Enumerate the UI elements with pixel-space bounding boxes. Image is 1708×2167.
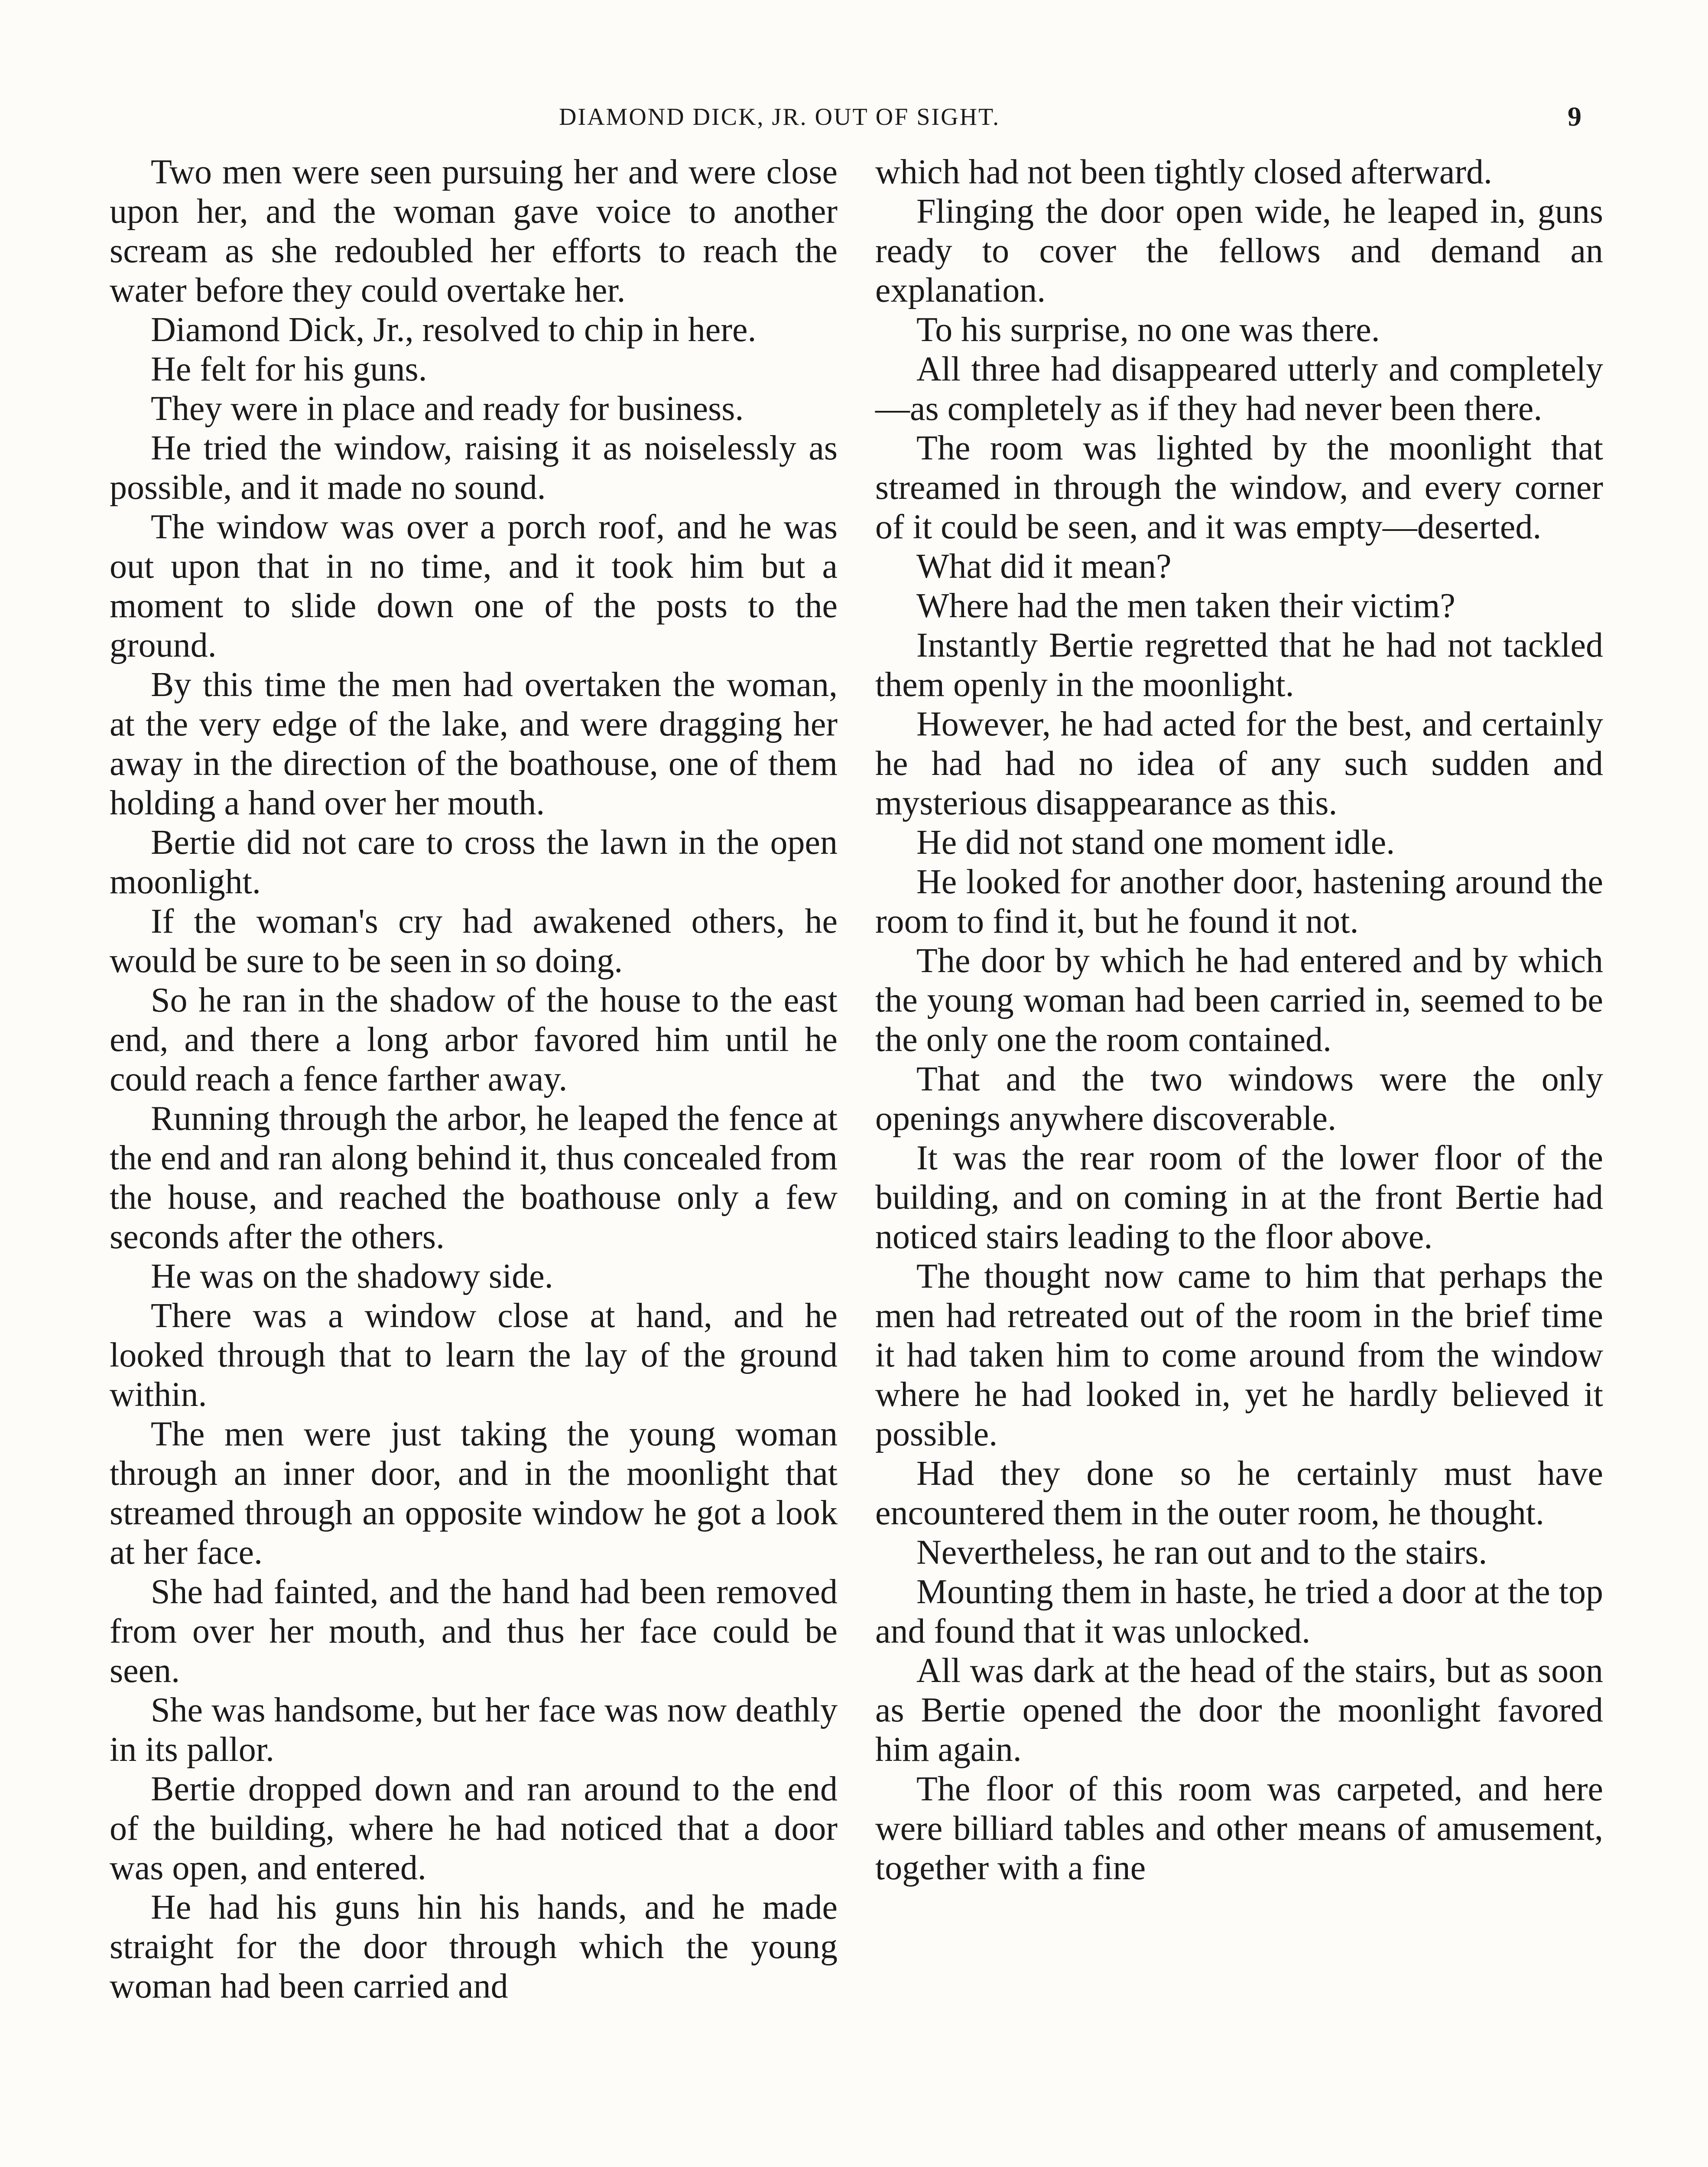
- paragraph: Running through the arbor, he leaped the fence at the end and ran along behind it, thus concealed from the house, and reached the boathouse only a few seconds after the others.: [110, 1100, 838, 1256]
- paragraph: The door by which he had entered and by which the young woman had been carried in, seemed to be the only one the room contained.: [875, 942, 1603, 1059]
- paragraph: Diamond Dick, Jr., resolved to chip in here.: [151, 311, 757, 349]
- paragraph: He was on the shadowy side.: [151, 1257, 553, 1295]
- paragraph: She was handsome, but her face was now deathly in its pallor.: [110, 1691, 838, 1769]
- paragraph: What did it mean?: [916, 547, 1172, 586]
- paragraph: If the woman's cry had awakened others, he would be sure to be seen in so doing.: [110, 902, 838, 980]
- paragraph: Had they done so he certainly must have encountered them in the outer room, he thought.: [875, 1454, 1603, 1532]
- running-header: DIAMOND DICK, JR. OUT OF SIGHT.: [559, 104, 1000, 130]
- paragraph: He had his guns hin his hands, and he made straight for the door through which the young woman had been carried and: [110, 1888, 838, 2005]
- paragraph: Two men were seen pursuing her and were close upon her, and the woman gave voice to another scream as she redoubled her efforts to reach the water before they could overtake her.: [110, 153, 838, 309]
- paragraph-continued: which had not been tightly closed afterward.: [875, 153, 1492, 191]
- paragraph: The floor of this room was carpeted, and here were billiard tables and other means of amusement, together with a fine: [875, 1770, 1603, 1887]
- left-column: [110, 153, 838, 2006]
- paragraph: He looked for another door, hastening around the room to find it, but he found it not.: [875, 863, 1603, 940]
- page-number: 9: [1568, 101, 1581, 132]
- paragraph: By this time the men had overtaken the woman, at the very edge of the lake, and were dragging her away in the direction of the boathouse, one of them holding a hand over her mouth.: [110, 666, 838, 822]
- paragraph: He tried the window, raising it as noiselessly as possible, and it made no sound.: [110, 429, 838, 507]
- paragraph: The thought now came to him that perhaps the men had retreated out of the room in the brief time it had taken him to come around from the window where he had looked in, yet he hardly believed it possible.: [875, 1257, 1603, 1453]
- paragraph: Flinging the door open wide, he leaped in, guns ready to cover the fellows and demand an explanation.: [875, 192, 1603, 309]
- paragraph: He did not stand one moment idle.: [916, 823, 1395, 862]
- paragraph: She had fainted, and the hand had been removed from over her mouth, and thus her face could be seen.: [110, 1573, 838, 1690]
- paragraph: All three had disappeared utterly and completely—as completely as if they had never been there.: [875, 350, 1603, 428]
- paragraph: There was a window close at hand, and he looked through that to learn the lay of the ground within.: [110, 1297, 838, 1414]
- paragraph: That and the two windows were the only openings anywhere discoverable.: [875, 1060, 1603, 1138]
- paragraph: Nevertheless, he ran out and to the stairs.: [916, 1533, 1487, 1572]
- paragraph: Mounting them in haste, he tried a door at the top and found that it was unlocked.: [875, 1573, 1603, 1650]
- paragraph: It was the rear room of the lower floor of the building, and on coming in at the front Bertie had noticed stairs leading to the floor above.: [875, 1139, 1603, 1256]
- paragraph: Where had the men taken their victim?: [916, 587, 1455, 625]
- paragraph: To his surprise, no one was there.: [916, 311, 1380, 349]
- paragraph: They were in place and ready for business.: [151, 390, 744, 428]
- paragraph: So he ran in the shadow of the house to the east end, and there a long arbor favored him until he could reach a fence farther away.: [110, 981, 838, 1098]
- paragraph: The room was lighted by the moonlight that streamed in through the window, and every corner of it could be seen, and it was empty—deserted.: [875, 429, 1603, 546]
- paragraph: Instantly Bertie regretted that he had not tackled them openly in the moonlight.: [875, 626, 1603, 704]
- right-column: [875, 153, 1603, 1888]
- paragraph: He felt for his guns.: [151, 350, 427, 388]
- paragraph: All was dark at the head of the stairs, but as soon as Bertie opened the door the moonlight favored him again.: [875, 1652, 1603, 1769]
- paragraph: Bertie did not care to cross the lawn in the open moonlight.: [110, 823, 838, 901]
- paragraph: The window was over a porch roof, and he was out upon that in no time, and it took him but a moment to slide down one of the posts to the ground.: [110, 508, 838, 664]
- paragraph: Bertie dropped down and ran around to the end of the building, where he had noticed that a door was open, and entered.: [110, 1770, 838, 1887]
- paragraph: However, he had acted for the best, and certainly he had had no idea of any such sudden and mysterious disappearance as this.: [875, 705, 1603, 822]
- paragraph: The men were just taking the young woman through an inner door, and in the moonlight that streamed through an opposite window he got a look at her face.: [110, 1415, 838, 1572]
